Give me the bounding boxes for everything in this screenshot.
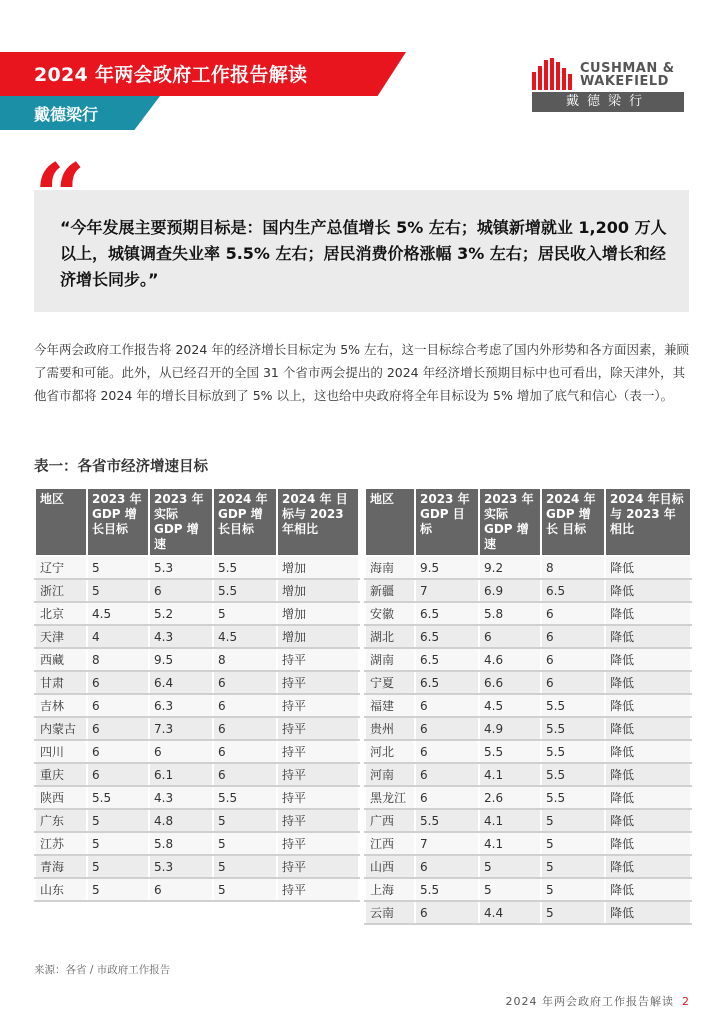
- table-cell: 5: [213, 855, 277, 878]
- table-cell: 6.9: [479, 579, 541, 602]
- table-cell: 2.6: [479, 786, 541, 809]
- table-cell: 6: [415, 717, 479, 740]
- table-cell: 9.5: [415, 556, 479, 579]
- table-cell: 降低: [605, 763, 691, 786]
- table-cell: 7: [415, 832, 479, 855]
- table-cell: 6: [213, 717, 277, 740]
- left-table-body: [35, 556, 359, 901]
- table-cell: 5: [541, 901, 605, 924]
- table-cell: 4.1: [479, 832, 541, 855]
- table-cell: 6: [541, 671, 605, 694]
- page-number: 2: [682, 995, 690, 1008]
- table-row: [365, 740, 691, 763]
- table-cell: 持平: [277, 809, 359, 832]
- table-cell: 5.5: [87, 786, 149, 809]
- table-cell: 9.5: [149, 648, 213, 671]
- table-cell: 降低: [605, 901, 691, 924]
- table-cell: 6: [149, 579, 213, 602]
- table-cell: 贵州: [365, 717, 415, 740]
- table-cell: 5.5: [541, 717, 605, 740]
- table-cell: 6.6: [479, 671, 541, 694]
- table-cell: 6: [87, 671, 149, 694]
- logo-bars-icon: [530, 58, 576, 90]
- table-cell: 6: [213, 671, 277, 694]
- table-cell: 江西: [365, 832, 415, 855]
- table-cell: 6.5: [541, 579, 605, 602]
- table-title: 表一：各省市经济增速目标: [34, 459, 208, 475]
- table-row: [35, 671, 359, 694]
- column-header: 2023 年 GDP 目标: [415, 488, 479, 556]
- table-cell: 重庆: [35, 763, 87, 786]
- table-row: [35, 648, 359, 671]
- table-cell: 5: [87, 832, 149, 855]
- page-title: 2024 年两会政府工作报告解读: [34, 64, 308, 86]
- table-row: [365, 878, 691, 901]
- table-row: [365, 717, 691, 740]
- table-cell: 6: [415, 855, 479, 878]
- table-cell: 持平: [277, 717, 359, 740]
- table-cell: 持平: [277, 648, 359, 671]
- table-cell: 6: [87, 740, 149, 763]
- left-table: [34, 487, 360, 902]
- table-cell: 6: [87, 763, 149, 786]
- table-cell: 持平: [277, 878, 359, 901]
- table-row: [365, 901, 691, 924]
- table-cell: 5.5: [415, 809, 479, 832]
- table-cell: 6: [213, 740, 277, 763]
- table-row: [35, 694, 359, 717]
- table-cell: 吉林: [35, 694, 87, 717]
- table-cell: 辽宁: [35, 556, 87, 579]
- table-cell: 持平: [277, 763, 359, 786]
- table-cell: 5.5: [213, 556, 277, 579]
- table-cell: 5.5: [415, 878, 479, 901]
- table-row: [35, 625, 359, 648]
- table-cell: 降低: [605, 832, 691, 855]
- table-cell: 6.4: [149, 671, 213, 694]
- table-cell: 持平: [277, 671, 359, 694]
- table-cell: 8: [213, 648, 277, 671]
- table-cell: 青海: [35, 855, 87, 878]
- table-cell: 天津: [35, 625, 87, 648]
- table-cell: 5.5: [541, 694, 605, 717]
- left-table-header-row: [35, 488, 359, 556]
- table-cell: 5.5: [213, 579, 277, 602]
- table-cell: 5: [541, 878, 605, 901]
- footer: [506, 993, 691, 1009]
- table-row: [35, 878, 359, 901]
- column-header: 2023 年 实际 GDP 增速: [149, 488, 213, 556]
- table-cell: 5.5: [213, 786, 277, 809]
- table-cell: 陕西: [35, 786, 87, 809]
- table-cell: 降低: [605, 878, 691, 901]
- footer-text: 2024 年两会政府工作报告解读: [505, 995, 674, 1008]
- table-cell: 浙江: [35, 579, 87, 602]
- table-row: [35, 579, 359, 602]
- company-logo: [530, 58, 690, 114]
- table-cell: 6: [415, 786, 479, 809]
- table-row: [35, 763, 359, 786]
- intro-paragraph: 今年两会政府工作报告将 2024 年的经济增长目标定为 5% 左右，这一目标综合考虑了国内外形势和各方面因素，兼顾了需要和可能。此外，从已经召开的全国 31 个省市两会提出的 2024 年经济增长预期目标中也可看出，除天津外，其他省市都将 2024 年的增长目标放到了 5% 以上，这也给中央政府将全年目标设为 5% 增加了底气和信心（表一）。: [34, 342, 690, 403]
- table-cell: 6: [541, 648, 605, 671]
- table-cell: 4.1: [479, 763, 541, 786]
- table-cell: 内蒙古: [35, 717, 87, 740]
- quote-text: “今年发展主要预期目标是：国内生产总值增长 5% 左右；城镇新增就业 1,200 万人以上，城镇调查失业率 5.5% 左右；居民消费价格涨幅 3% 左右；居民收入增长和经济增长同步。”: [60, 218, 667, 289]
- column-header: 2024 年 目标与 2023 年相比: [277, 488, 359, 556]
- table-cell: 持平: [277, 694, 359, 717]
- table-row: [35, 556, 359, 579]
- table-cell: 持平: [277, 855, 359, 878]
- table-cell: 黑龙江: [365, 786, 415, 809]
- table-row: [365, 602, 691, 625]
- table-cell: 5.5: [541, 763, 605, 786]
- column-header: 2024 年 GDP 增长 目标: [541, 488, 605, 556]
- table-cell: 降低: [605, 694, 691, 717]
- column-header: 2024 年 GDP 增长目标: [213, 488, 277, 556]
- table-cell: 福建: [365, 694, 415, 717]
- table-cell: 新疆: [365, 579, 415, 602]
- table-cell: 降低: [605, 579, 691, 602]
- table-cell: 5: [213, 809, 277, 832]
- table-cell: 6: [213, 763, 277, 786]
- table-cell: 4.3: [149, 625, 213, 648]
- table-cell: 5.3: [149, 855, 213, 878]
- table-cell: 6: [149, 878, 213, 901]
- table-cell: 北京: [35, 602, 87, 625]
- table-cell: 6: [541, 625, 605, 648]
- table-cell: 降低: [605, 809, 691, 832]
- table-cell: 6: [415, 694, 479, 717]
- table-cell: 6.3: [149, 694, 213, 717]
- table-cell: 降低: [605, 602, 691, 625]
- table-cell: 5: [479, 855, 541, 878]
- table-row: [365, 786, 691, 809]
- table-cell: 5.5: [479, 740, 541, 763]
- table-cell: 5: [213, 878, 277, 901]
- table-row: [365, 648, 691, 671]
- table-cell: 6.5: [415, 671, 479, 694]
- table-cell: 湖南: [365, 648, 415, 671]
- table-cell: 4.5: [479, 694, 541, 717]
- table-cell: 7: [415, 579, 479, 602]
- table-cell: 4.9: [479, 717, 541, 740]
- column-header: 2023 年 GDP 增长目标: [87, 488, 149, 556]
- table-cell: 持平: [277, 786, 359, 809]
- table-cell: 7.3: [149, 717, 213, 740]
- table-cell: 6: [87, 717, 149, 740]
- table-cell: 4.4: [479, 901, 541, 924]
- table-cell: 6: [149, 740, 213, 763]
- table-cell: 降低: [605, 855, 691, 878]
- table-cell: 5: [213, 602, 277, 625]
- table-cell: 5.5: [541, 786, 605, 809]
- page-subtitle: 戴德梁行: [34, 105, 99, 124]
- table-cell: 广西: [365, 809, 415, 832]
- table-row: [365, 579, 691, 602]
- table-cell: 5: [541, 809, 605, 832]
- table-cell: 6.5: [415, 625, 479, 648]
- column-header: 2024 年目标 与 2023 年 相比: [605, 488, 691, 556]
- column-header: 地区: [365, 488, 415, 556]
- table-cell: 降低: [605, 786, 691, 809]
- table-row: [35, 717, 359, 740]
- logo-chinese-name: 戴德梁行: [532, 92, 684, 112]
- table-row: [365, 855, 691, 878]
- table-cell: 6.1: [149, 763, 213, 786]
- column-header: 地区: [35, 488, 87, 556]
- table-cell: 5: [213, 832, 277, 855]
- table-cell: 广东: [35, 809, 87, 832]
- table-cell: 4.5: [87, 602, 149, 625]
- table-cell: 5: [541, 855, 605, 878]
- table-row: [35, 740, 359, 763]
- table-cell: 6: [87, 694, 149, 717]
- table-cell: 6.5: [415, 648, 479, 671]
- table-cell: 4.5: [213, 625, 277, 648]
- table-cell: 四川: [35, 740, 87, 763]
- table-cell: 西藏: [35, 648, 87, 671]
- table-row: [365, 671, 691, 694]
- table-cell: 河南: [365, 763, 415, 786]
- table-cell: 增加: [277, 556, 359, 579]
- table-row: [35, 786, 359, 809]
- table-cell: 9.2: [479, 556, 541, 579]
- table-cell: 8: [87, 648, 149, 671]
- logo-text-line2: WAKEFIELD: [580, 74, 669, 89]
- table-cell: 5.5: [541, 740, 605, 763]
- table-row: [35, 602, 359, 625]
- table-cell: 降低: [605, 717, 691, 740]
- table-cell: 6: [479, 625, 541, 648]
- table-row: [35, 855, 359, 878]
- table-row: [35, 809, 359, 832]
- logo-text-line1: CUSHMAN &: [580, 61, 675, 76]
- table-cell: 6: [415, 740, 479, 763]
- table-cell: 5.8: [479, 602, 541, 625]
- table-row: [365, 556, 691, 579]
- table-cell: 海南: [365, 556, 415, 579]
- table-cell: 8: [541, 556, 605, 579]
- column-header: 2023 年 实际 GDP 增速: [479, 488, 541, 556]
- quote-mark-icon: “: [34, 144, 86, 250]
- table-row: [365, 625, 691, 648]
- right-table-header-row: [365, 488, 691, 556]
- table-cell: 甘肃: [35, 671, 87, 694]
- table-row: [365, 694, 691, 717]
- table-cell: 增加: [277, 602, 359, 625]
- table-cell: 4.3: [149, 786, 213, 809]
- table-cell: 5: [87, 579, 149, 602]
- table-cell: 4.8: [149, 809, 213, 832]
- right-table: [364, 487, 692, 925]
- table-cell: 宁夏: [365, 671, 415, 694]
- table-cell: 降低: [605, 648, 691, 671]
- table-cell: 6: [541, 602, 605, 625]
- table-cell: 6: [415, 901, 479, 924]
- table-cell: 6.5: [415, 602, 479, 625]
- table-cell: 5: [479, 878, 541, 901]
- table-cell: 4.1: [479, 809, 541, 832]
- table-cell: 6: [213, 694, 277, 717]
- table-row: [365, 832, 691, 855]
- table-cell: 增加: [277, 625, 359, 648]
- table-cell: 降低: [605, 625, 691, 648]
- table-cell: 江苏: [35, 832, 87, 855]
- table-row: [35, 832, 359, 855]
- table-cell: 降低: [605, 556, 691, 579]
- table-cell: 4: [87, 625, 149, 648]
- table-cell: 5: [87, 878, 149, 901]
- table-cell: 增加: [277, 579, 359, 602]
- table-cell: 降低: [605, 671, 691, 694]
- table-cell: 持平: [277, 832, 359, 855]
- table-cell: 湖北: [365, 625, 415, 648]
- table-cell: 安徽: [365, 602, 415, 625]
- table-cell: 5.3: [149, 556, 213, 579]
- table-cell: 5: [541, 832, 605, 855]
- table-cell: 山西: [365, 855, 415, 878]
- table-cell: 4.6: [479, 648, 541, 671]
- table-cell: 5: [87, 809, 149, 832]
- table-cell: 上海: [365, 878, 415, 901]
- table-cell: 5.8: [149, 832, 213, 855]
- table-cell: 降低: [605, 740, 691, 763]
- table-cell: 6: [415, 763, 479, 786]
- source-note: 来源：各省 / 市政府工作报告: [34, 964, 171, 976]
- right-table-body: [365, 556, 691, 924]
- table-cell: 持平: [277, 740, 359, 763]
- table-cell: 云南: [365, 901, 415, 924]
- table-row: [365, 763, 691, 786]
- table-cell: 山东: [35, 878, 87, 901]
- table-row: [365, 809, 691, 832]
- table-cell: 河北: [365, 740, 415, 763]
- table-cell: 5: [87, 855, 149, 878]
- table-cell: 5: [87, 556, 149, 579]
- table-cell: 5.2: [149, 602, 213, 625]
